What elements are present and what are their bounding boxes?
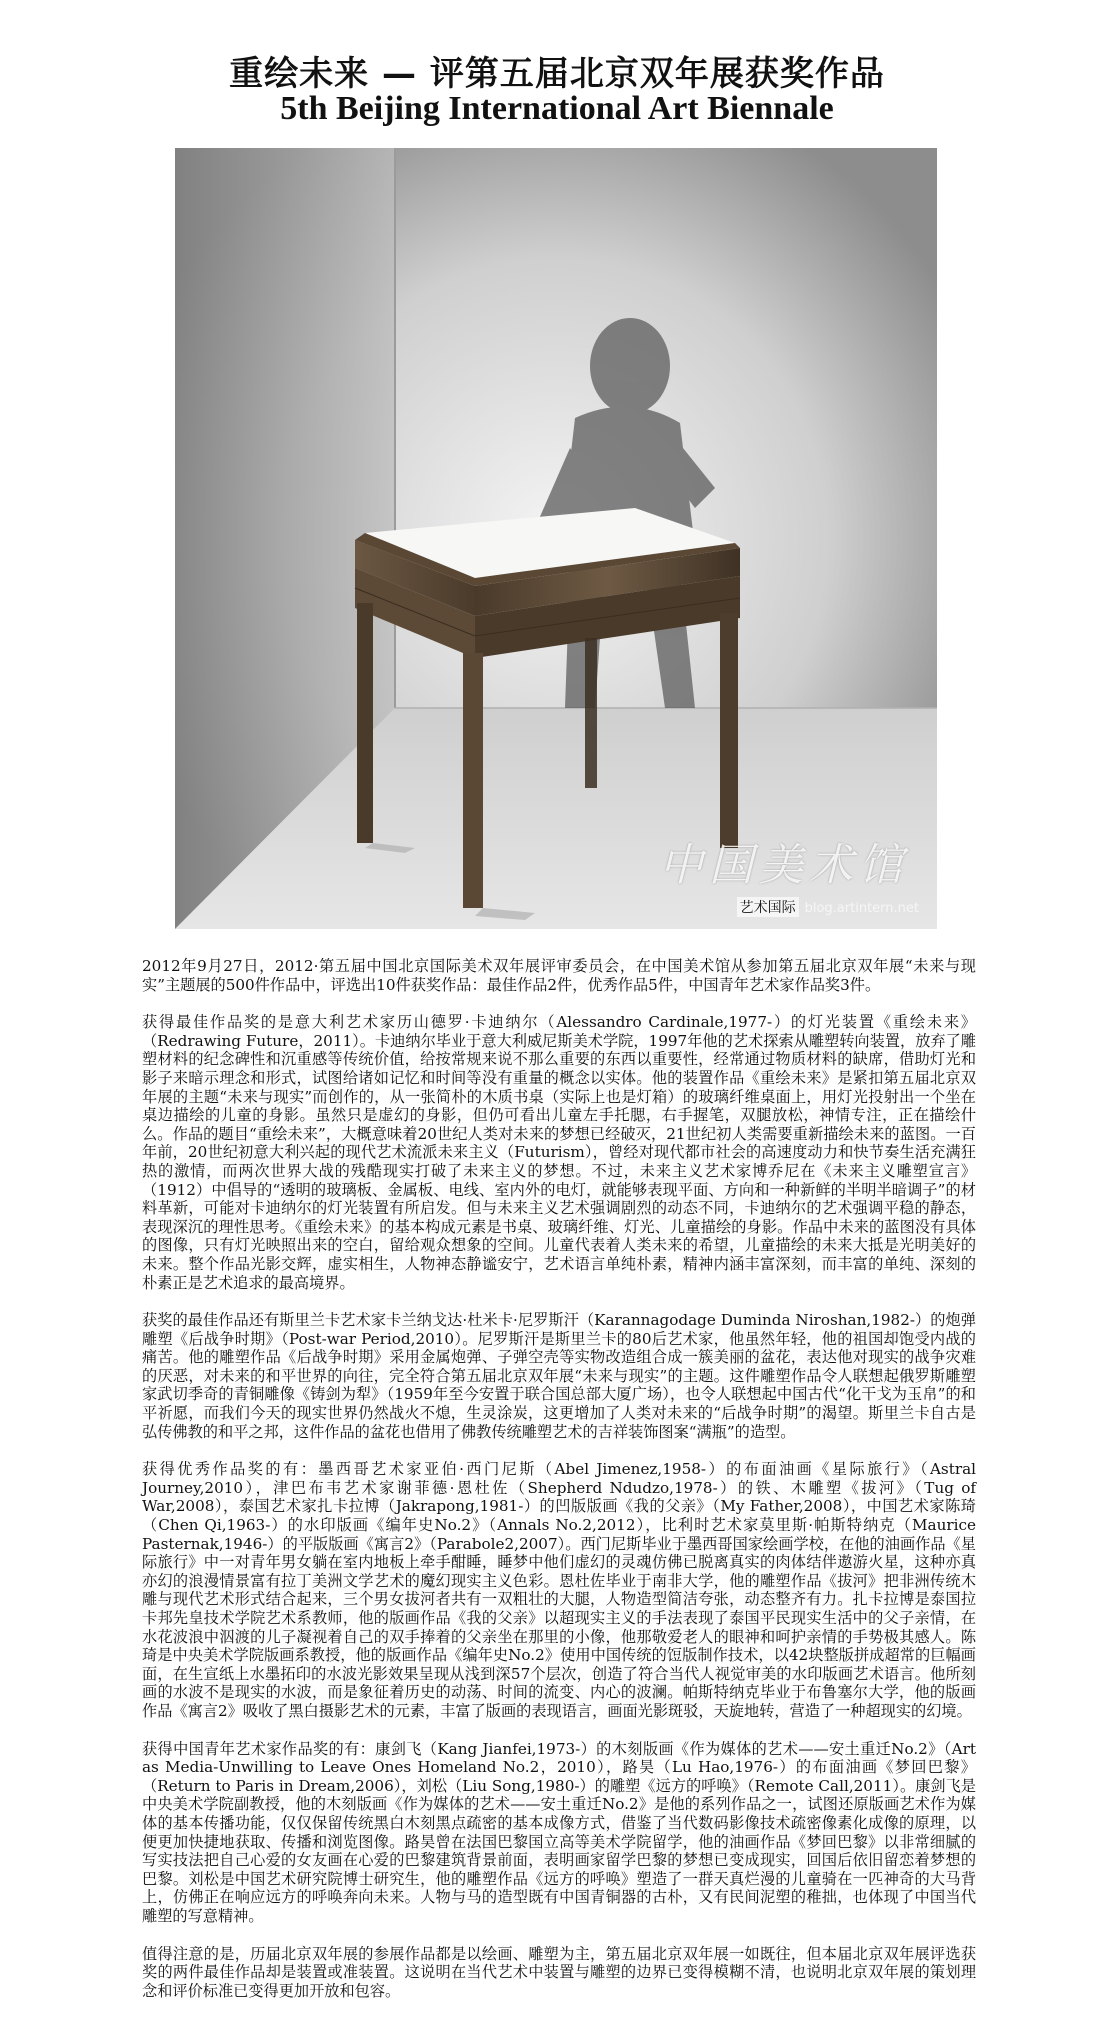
article-title-english: 5th Beijing International Art Biennale [280, 90, 834, 127]
paragraph-young-artists: 获得中国青年艺术家作品奖的有：康剑飞（Kang Jianfei,1973-）的木刻版画《作为媒体的艺术——安土重迁No.2》（Art as Media-Unwilling to Leave Ones Homeland No.2，2010），路昊（Lu Hao,1976-）的布面油画《梦回巴黎》（Return to Paris in Dream,2006），刘松（Liu Song,1980-）的雕塑《远方的呼唤》（Remote Call,2011）。康剑飞是中央美术学院副教授，他的木刻版画《作为媒体的艺术——安土重迁No.2》是他的系列作品之一，试图还原版画艺术作为媒体的基本传播功能，仅仅保留传统黑白木刻黑点疏密的基本成像方式，借鉴了当代数码影像技术疏密像素化成像的原理，以便更加快捷地获取、传播和浏览图像。路昊曾在法国巴黎国立高等美术学院留学，他的油画作品《梦回巴黎》以非常细腻的写实技法把自己心爱的女友画在心爱的巴黎建筑背景前面，表明画家留学巴黎的梦想已变成现实，回国后依旧留恋着梦想的巴黎。刘松是中国艺术研究院博士研究生，他的雕塑作品《远方的呼唤》塑造了一群天真烂漫的儿童骑在一匹神奇的大马背上，仿佛正在响应远方的呼唤奔向未来。人物与马的造型既有中国青铜器的古朴，又有民间泥塑的稚拙，也体现了中国当代雕塑的写意精神。 [142, 1739, 976, 1925]
artwork-photo [175, 148, 937, 929]
watermark-brand: 艺术国际 [737, 897, 799, 917]
paragraph-intro: 2012年9月27日，2012·第五届中国北京国际美术双年展评审委员会，在中国美术馆从参加第五届北京双年展“未来与现实”主题展的500件作品中，评选出10件获奖作品：最佳作品2件，优秀作品5件，中国青年艺术家作品奖3件。 [142, 957, 976, 994]
article-body [142, 957, 976, 2019]
watermark-museum-name: 中国美术馆 [659, 840, 909, 891]
paragraph-excellent-works: 获得优秀作品奖的有：墨西哥艺术家亚伯·西门尼斯（Abel Jimenez,1958-）的布面油画《星际旅行》（Astral Journey,2010），津巴布韦艺术家谢菲德·恩杜佐（Shepherd Ndudzo,1978-）的铁、木雕塑《拔河》（Tug of War,2008），泰国艺术家扎卡拉博（Jakrapong,1981-）的凹版版画《我的父亲》（My Father,2008），中国艺术家陈琦（Chen Qi,1963-）的水印版画《编年史No.2》（Annals No.2,2012），比利时艺术家莫里斯·帕斯特纳克（Maurice Pasternak,1946-）的平版版画《寓言2》（Parabole2,2007）。西门尼斯毕业于墨西哥国家绘画学校，在他的油画作品《星际旅行》中一对青年男女躺在室内地板上牵手酣睡，睡梦中他们虚幻的灵魂仿佛已脱离真实的肉体结伴遨游火星，这种亦真亦幻的浪漫情景富有拉丁美洲文学艺术的魔幻现实主义色彩。恩杜佐毕业于南非大学，他的雕塑作品《拔河》把非洲传统木雕与现代艺术形式结合起来，三个男女拔河者共有一双粗壮的大腿，人物造型简洁夸张，动态整齐有力。扎卡拉博是泰国拉卡邦先皇技术学院艺术系教师，他的版画作品《我的父亲》以超现实主义的手法表现了泰国平民现实生活中的父子亲情，在水花波浪中泅渡的儿子凝视着自己的双手捧着的父亲坐在那里的小像，他那敬爱老人的眼神和呵护亲情的手势极其感人。陈琦是中央美术学院版画系教授，他的版画作品《编年史No.2》使用中国传统的饾版制作技术，以42块整版拼成超常的巨幅画面，在生宣纸上水墨拓印的水波光影效果呈现从浅到深57个层次，创造了符合当代人视觉审美的水印版画艺术语言。他所刻画的水波不是现实的水波，而是象征着历史的动荡、时间的流变、内心的波澜。帕斯特纳克毕业于布鲁塞尔大学，他的版画作品《寓言2》吸收了黑白摄影艺术的元素，丰富了版画的表现语言，画面光影斑驳，天旋地转，营造了一种超现实的幻境。 [142, 1460, 976, 1720]
artwork-illustration [175, 148, 937, 929]
watermark-url: blog.artintern.net [804, 901, 919, 916]
paragraph-conclusion: 值得注意的是，历届北京双年展的参展作品都是以绘画、雕塑为主，第五届北京双年展一如既往，但本届北京双年展评选获奖的两件最佳作品却是装置或准装置。这说明在当代艺术中装置与雕塑的边界已变得模糊不清，也说明北京双年展的策划理念和评价标准已变得更加开放和包容。 [142, 1944, 976, 2000]
watermark-line [737, 897, 919, 917]
article-title-chinese: 重绘未来 — 评第五届北京双年展获奖作品 [229, 54, 885, 94]
paragraph-best-work-niroshan: 获奖的最佳作品还有斯里兰卡艺术家卡兰纳戈达·杜米卡·尼罗斯汗（Karannagodage Duminda Niroshan,1982-）的炮弹雕塑《后战争时期》（Post-war Period,2010）。尼罗斯汗是斯里兰卡的80后艺术家，他虽然年轻，他的祖国却饱受内战的痛苦。他的雕塑作品《后战争时期》采用金属炮弹、子弹空壳等实物改造组合成一簇美丽的盆花，表达他对现实的战争灾难的厌恶，对未来的和平世界的向往，完全符合第五届北京双年展“未来与现实”的主题。这件雕塑作品令人联想起俄罗斯雕塑家武切季奇的青铜雕像《铸剑为犁》（1959年至今安置于联合国总部大厦广场），也令人联想起中国古代“化干戈为玉帛”的和平祈愿，而我们今天的现实世界仍然战火不熄，生灵涂炭，这更增加了人类对未来的“后战争时期”的渴望。斯里兰卡自古是弘传佛教的和平之邦，这件作品的盆花也借用了佛教传统雕塑艺术的吉祥装饰图案“满瓶”的造型。 [142, 1311, 976, 1441]
paragraph-best-work-cardinale: 获得最佳作品奖的是意大利艺术家历山德罗·卡迪纳尔（Alessandro Cardinale,1977-）的灯光装置《重绘未来》（Redrawing Future，2011）。卡迪纳尔毕业于意大利威尼斯美术学院，1997年他的艺术探索从雕塑转向装置，放弃了雕塑材料的纪念碑性和沉重感等传统价值，给按常规来说不那么重要的东西以重要性，经常通过物质材料的缺席，借助灯光和影子来暗示理念和形式，试图给诸如记忆和时间等没有重量的概念以实体。他的装置作品《重绘未来》是紧扣第五届北京双年展的主题“未来与现实”而创作的，从一张简朴的木质书桌（实际上也是灯箱）的玻璃纤维桌面上，用灯光投射出一个坐在桌边描绘的儿童的身影。虽然只是虚幻的身影，但仍可看出儿童左手托腮，右手握笔，双腿放松，神情专注，正在描绘什么。作品的题目“重绘未来”，大概意味着20世纪人类对未来的梦想已经破灭，21世纪初人类需要重新描绘未来的蓝图。一百年前，20世纪初意大利兴起的现代艺术流派未来主义（Futurism），曾经对现代都市社会的高速度动力和快节奏生活充满狂热的激情，而两次世界大战的残酷现实打破了未来主义的梦想。不过，未来主义艺术家博乔尼在《未来主义雕塑宣言》（1912）中倡导的“透明的玻璃板、金属板、电线、室内外的电灯，就能够表现平面、方向和一种新鲜的半明半暗调子”的材料革新，可能对卡迪纳尔的灯光装置有所启发。但与未来主义艺术强调剧烈的动态不同，卡迪纳尔的艺术强调平稳的静态，表现深沉的理性思考。《重绘未来》的基本构成元素是书桌、玻璃纤维、灯光、儿童描绘的身影。作品中未来的蓝图没有具体的图像，只有灯光映照出来的空白，留给观众想象的空间。儿童代表着人类未来的希望，儿童描绘的未来大抵是光明美好的未来。整个作品光影交辉，虚实相生，人物神态静谧安宁，艺术语言单纯朴素，精神内涵丰富深刻，而丰富的单纯、深刻的朴素正是艺术追求的最高境界。 [142, 1013, 976, 1292]
